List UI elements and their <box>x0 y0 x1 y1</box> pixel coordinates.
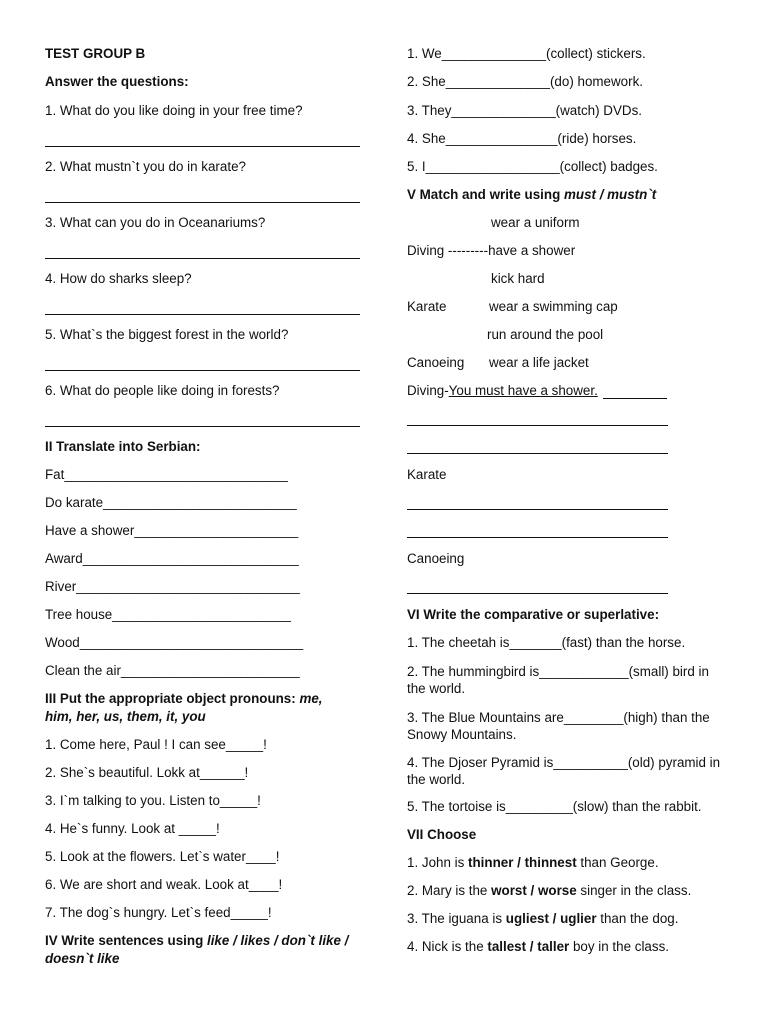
answer-line-6[interactable] <box>45 426 360 427</box>
section-5-heading: V Match and write using must / mustn`t <box>407 187 657 202</box>
translate-item[interactable]: Award_____________________________ <box>45 551 299 566</box>
pronoun-item[interactable]: 5. Look at the flowers. Let`s water____! <box>45 849 280 864</box>
like-sentence[interactable]: 2. She______________(do) homework. <box>407 74 643 89</box>
choose-item[interactable]: 4. Nick is the tallest / taller boy in the class. <box>407 939 669 954</box>
comparative-item[interactable]: 5. The tortoise is_________(slow) than the rabbit. <box>407 799 702 814</box>
answer-line-4[interactable] <box>45 314 360 315</box>
karate-label: Karate <box>407 467 447 482</box>
choose-item[interactable]: 3. The iguana is ugliest / uglier than the dog. <box>407 911 679 926</box>
question-4: 4. How do sharks sleep? <box>45 271 192 286</box>
like-sentence[interactable]: 3. They______________(watch) DVDs. <box>407 103 642 118</box>
match-sport-canoeing: Canoeing <box>407 355 465 370</box>
section-3-heading: III Put the appropriate object pronouns: me, <box>45 691 323 706</box>
match-activity: wear a uniform <box>491 215 580 230</box>
canoeing-answer-line[interactable] <box>407 593 668 594</box>
answer-line-1[interactable] <box>45 146 360 147</box>
match-sport-diving: Diving ---------have a shower <box>407 243 576 258</box>
match-activity: run around the pool <box>487 327 604 342</box>
answer-line-5[interactable] <box>45 370 360 371</box>
diving-answer-line[interactable] <box>407 425 668 426</box>
translate-item[interactable]: River______________________________ <box>45 579 300 594</box>
pronoun-item[interactable]: 2. She`s beautiful. Lokk at______! <box>45 765 249 780</box>
section-6-heading: VI Write the comparative or superlative: <box>407 607 660 622</box>
comparative-item[interactable]: 2. The hummingbird is____________(small) bird in the world. <box>407 664 709 696</box>
comparative-item[interactable]: 3. The Blue Mountains are________(high) than the Snowy Mountains. <box>407 710 710 742</box>
section-3-heading-line2: him, her, us, them, it, you <box>45 709 206 724</box>
example-answer: Diving-You must have a shower. <box>407 383 598 398</box>
section-7-heading: VII Choose <box>407 827 477 842</box>
question-2: 2. What mustn`t you do in karate? <box>45 159 246 174</box>
test-title: TEST GROUP B <box>45 46 146 61</box>
canoeing-label: Canoeing <box>407 551 465 566</box>
example-underline <box>603 398 667 399</box>
diving-answer-line[interactable] <box>407 453 668 454</box>
translate-item[interactable]: Clean the air________________________ <box>45 663 300 678</box>
pronoun-item[interactable]: 3. I`m talking to you. Listen to_____! <box>45 793 261 808</box>
section-2-heading: II Translate into Serbian: <box>45 439 201 454</box>
match-activity: kick hard <box>491 271 545 286</box>
comparative-item[interactable]: 1. The cheetah is_______(fast) than the horse. <box>407 635 686 650</box>
karate-answer-line[interactable] <box>407 509 668 510</box>
translate-item[interactable]: Fat______________________________ <box>45 467 288 482</box>
translate-item[interactable]: Do karate__________________________ <box>45 495 297 510</box>
translate-item[interactable]: Tree house________________________ <box>45 607 291 622</box>
question-5: 5. What`s the biggest forest in the world? <box>45 327 289 342</box>
pronoun-item[interactable]: 7. The dog`s hungry. Let`s feed_____! <box>45 905 272 920</box>
section-4-heading: IV Write sentences using like / likes / don`t like / <box>45 933 349 948</box>
answer-line-3[interactable] <box>45 258 360 259</box>
pronoun-item[interactable]: 4. He`s funny. Look at _____! <box>45 821 220 836</box>
match-activity: wear a life jacket <box>489 355 589 370</box>
like-sentence[interactable]: 5. I__________________(collect) badges. <box>407 159 658 174</box>
karate-answer-line[interactable] <box>407 537 668 538</box>
translate-item[interactable]: Wood______________________________ <box>45 635 304 650</box>
question-3: 3. What can you do in Oceanariums? <box>45 215 266 230</box>
pronoun-item[interactable]: 1. Come here, Paul ! I can see_____! <box>45 737 267 752</box>
question-1: 1. What do you like doing in your free time? <box>45 103 303 118</box>
match-sport-karate: Karate <box>407 299 447 314</box>
pronoun-item[interactable]: 6. We are short and weak. Look at____! <box>45 877 283 892</box>
translate-item[interactable]: Have a shower______________________ <box>45 523 299 538</box>
like-sentence[interactable]: 4. She_______________(ride) horses. <box>407 131 637 146</box>
question-6: 6. What do people like doing in forests? <box>45 383 280 398</box>
section-1-heading: Answer the questions: <box>45 74 189 89</box>
match-activity: wear a swimming cap <box>489 299 618 314</box>
choose-item[interactable]: 1. John is thinner / thinnest than George. <box>407 855 659 870</box>
answer-line-2[interactable] <box>45 202 360 203</box>
choose-item[interactable]: 2. Mary is the worst / worse singer in the class. <box>407 883 692 898</box>
section-4-heading-line2: doesn`t like <box>45 951 120 966</box>
comparative-item[interactable]: 4. The Djoser Pyramid is__________(old) pyramid in the world. <box>407 755 721 787</box>
like-sentence[interactable]: 1. We______________(collect) stickers. <box>407 46 646 61</box>
